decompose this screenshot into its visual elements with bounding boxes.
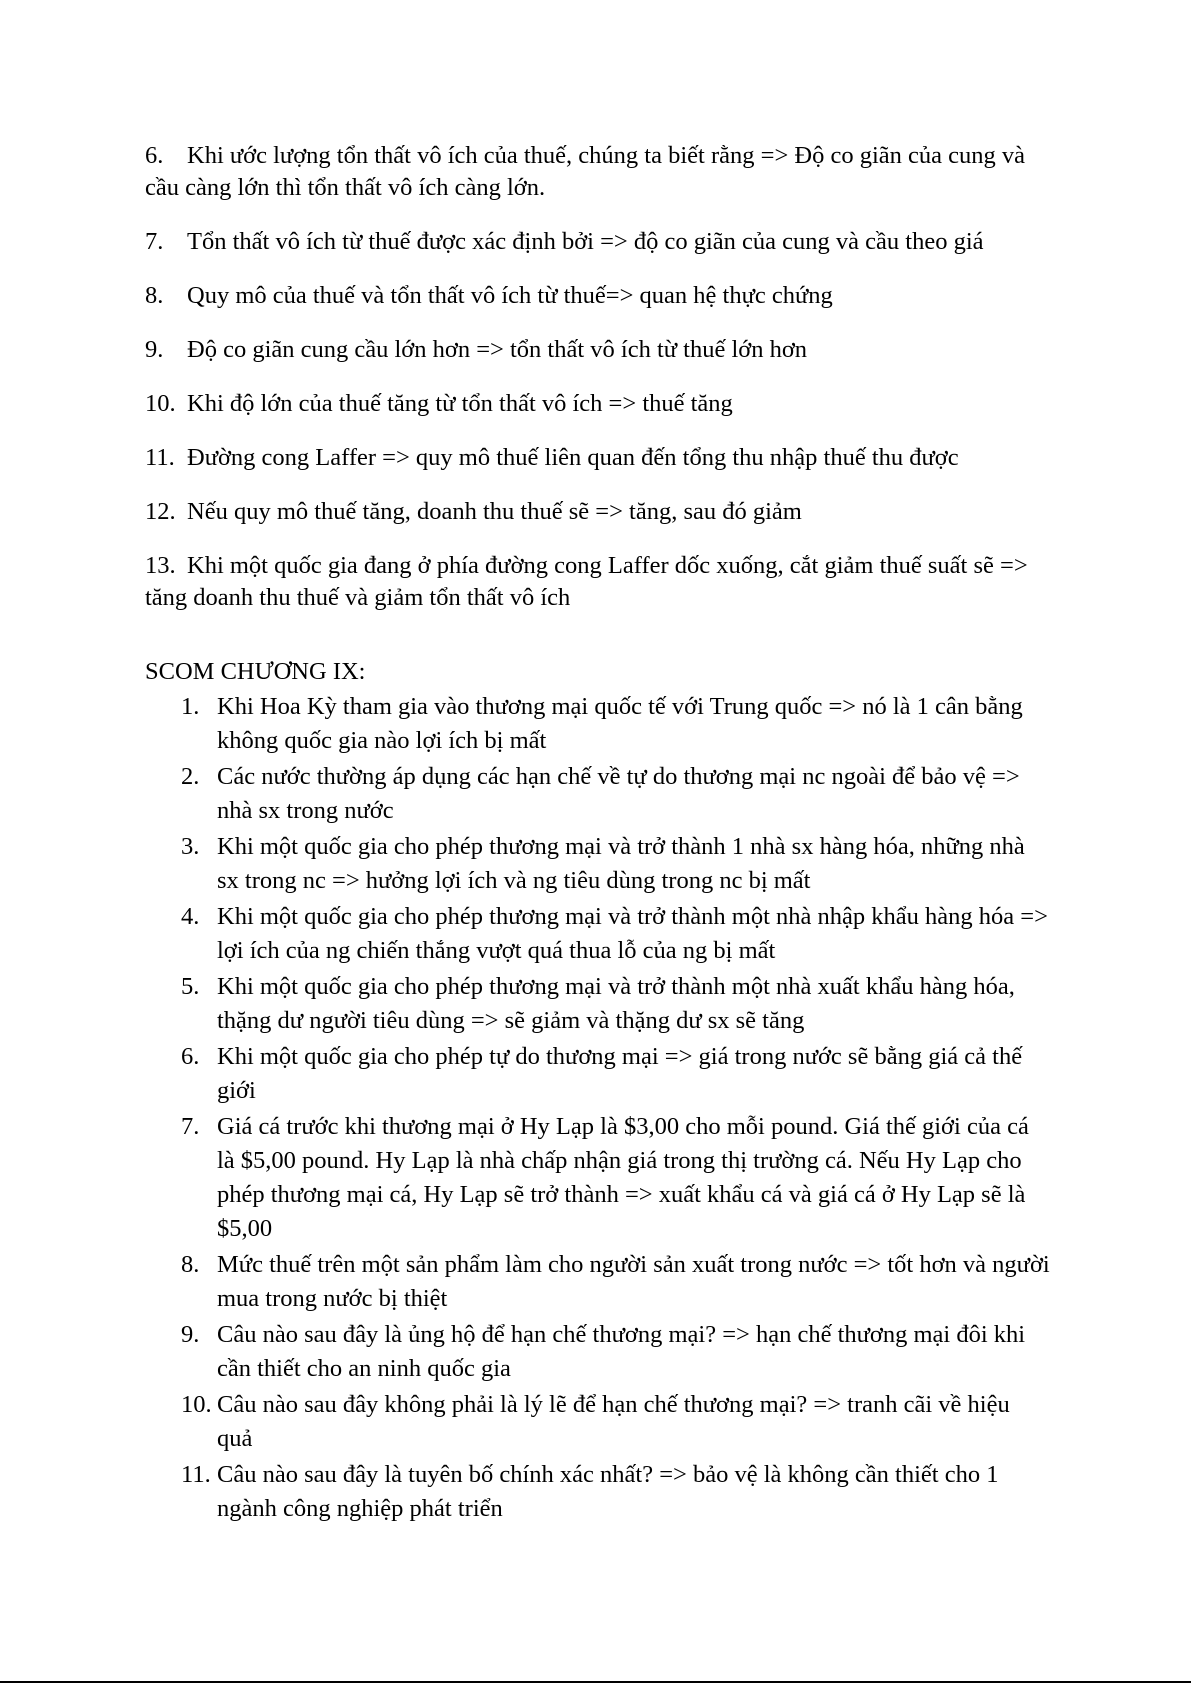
item-text: Giá cá trước khi thương mại ở Hy Lạp là $3,00 cho mỗi pound. Giá thế giới của cá là $5,00 pound. Hy Lạp là nhà chấp nhận giá trong thị trường cá. Nếu Hy Lạp cho phép thương mại cá, Hy Lạp sẽ trở thành => xuất khẩu cá và giá cá ở Hy Lạp sẽ là $5,00 [217,1113,1029,1242]
item-number: 9. [145,336,164,363]
item-number: 10. [145,390,176,417]
item-text: Khi một quốc gia cho phép thương mại và trở thành một nhà nhập khẩu hàng hóa => lợi ích của ng chiến thắng vượt quá thua lỗ của ng bị mất [217,903,1048,964]
page-content [145,140,1050,1528]
list-item [145,496,1050,528]
item-text: Tổn thất vô ích từ thuế được xác định bởi => độ co giãn của cung và cầu theo giá [187,228,984,255]
item-text: Câu nào sau đây là tuyên bố chính xác nhất? => bảo vệ là không cần thiết cho 1 ngành công nghiệp phát triển [217,1461,999,1522]
item-number: 11. [181,1461,211,1488]
list-item [145,226,1050,258]
item-text: Khi Hoa Kỳ tham gia vào thương mại quốc tế với Trung quốc => nó là 1 cân bằng không quốc gia nào lợi ích bị mất [217,693,1023,754]
item-number: 13. [145,552,176,579]
list-item [145,830,1050,898]
item-number: 7. [145,228,164,255]
item-number: 6. [145,142,164,169]
item-number: 9. [181,1321,200,1348]
list-item [145,550,1050,614]
item-number: 1. [181,693,200,720]
item-text: Khi một quốc gia cho phép tự do thương mại => giá trong nước sẽ bằng giá cả thế giới [217,1043,1023,1104]
list-item [145,970,1050,1038]
list-item [145,900,1050,968]
item-text: Mức thuế trên một sản phẩm làm cho người sản xuất trong nước => tốt hơn và người mua trong nước bị thiệt [217,1251,1050,1312]
item-number: 7. [181,1113,200,1140]
list-item [145,690,1050,758]
item-text: Khi một quốc gia đang ở phía đường cong Laffer dốc xuống, cắt giảm thuế suất sẽ => tăng doanh thu thuế và giảm tổn thất vô ích [145,552,1028,611]
page-bottom-divider [0,1681,1191,1683]
item-number: 4. [181,903,200,930]
numbered-list [145,690,1050,1526]
item-number: 11. [145,444,175,471]
list-item [145,1248,1050,1316]
item-number: 2. [181,763,200,790]
item-text: Câu nào sau đây không phải là lý lẽ để hạn chế thương mại? => tranh cãi về hiệu quả [217,1391,1010,1452]
item-text: Khi độ lớn của thuế tăng từ tổn thất vô ích => thuế tăng [187,390,733,417]
list-item [145,140,1050,204]
item-number: 8. [145,282,164,309]
list-item [145,1040,1050,1108]
list-item [145,1458,1050,1526]
item-text: Quy mô của thuế và tổn thất vô ích từ thuế=> quan hệ thực chứng [187,282,833,309]
list-item [145,760,1050,828]
item-text: Đường cong Laffer => quy mô thuế liên quan đến tổng thu nhập thuế thu được [187,444,959,471]
list-item [145,280,1050,312]
item-number: 8. [181,1251,200,1278]
list-item [145,334,1050,366]
section-title: SCOM CHƯƠNG IX: [145,658,366,685]
list-item [145,1110,1050,1246]
item-text: Nếu quy mô thuế tăng, doanh thu thuế sẽ => tăng, sau đó giảm [187,498,802,525]
list-item [145,1388,1050,1456]
list-item [145,442,1050,474]
list-item [145,1318,1050,1386]
list-item [145,388,1050,420]
item-number: 12. [145,498,176,525]
item-text: Khi ước lượng tổn thất vô ích của thuế, chúng ta biết rằng => Độ co giãn của cung và cầu càng lớn thì tổn thất vô ích càng lớn. [145,142,1026,201]
item-text: Các nước thường áp dụng các hạn chế về tự do thương mại nc ngoài để bảo vệ => nhà sx trong nước [217,763,1020,824]
item-number: 5. [181,973,200,1000]
item-text: Độ co giãn cung cầu lớn hơn => tổn thất vô ích từ thuế lớn hơn [187,336,808,363]
item-number: 3. [181,833,200,860]
item-text: Khi một quốc gia cho phép thương mại và trở thành 1 nhà sx hàng hóa, những nhà sx trong nc => hưởng lợi ích và ng tiêu dùng trong nc bị mất [217,833,1025,894]
item-text: Câu nào sau đây là ủng hộ để hạn chế thương mại? => hạn chế thương mại đôi khi cần thiết cho an ninh quốc gia [217,1321,1026,1382]
item-text: Khi một quốc gia cho phép thương mại và trở thành một nhà xuất khẩu hàng hóa, thặng dư người tiêu dùng => sẽ giảm và thặng dư sx sẽ tăng [217,973,1015,1034]
item-number: 10. [181,1391,212,1418]
item-number: 6. [181,1043,200,1070]
